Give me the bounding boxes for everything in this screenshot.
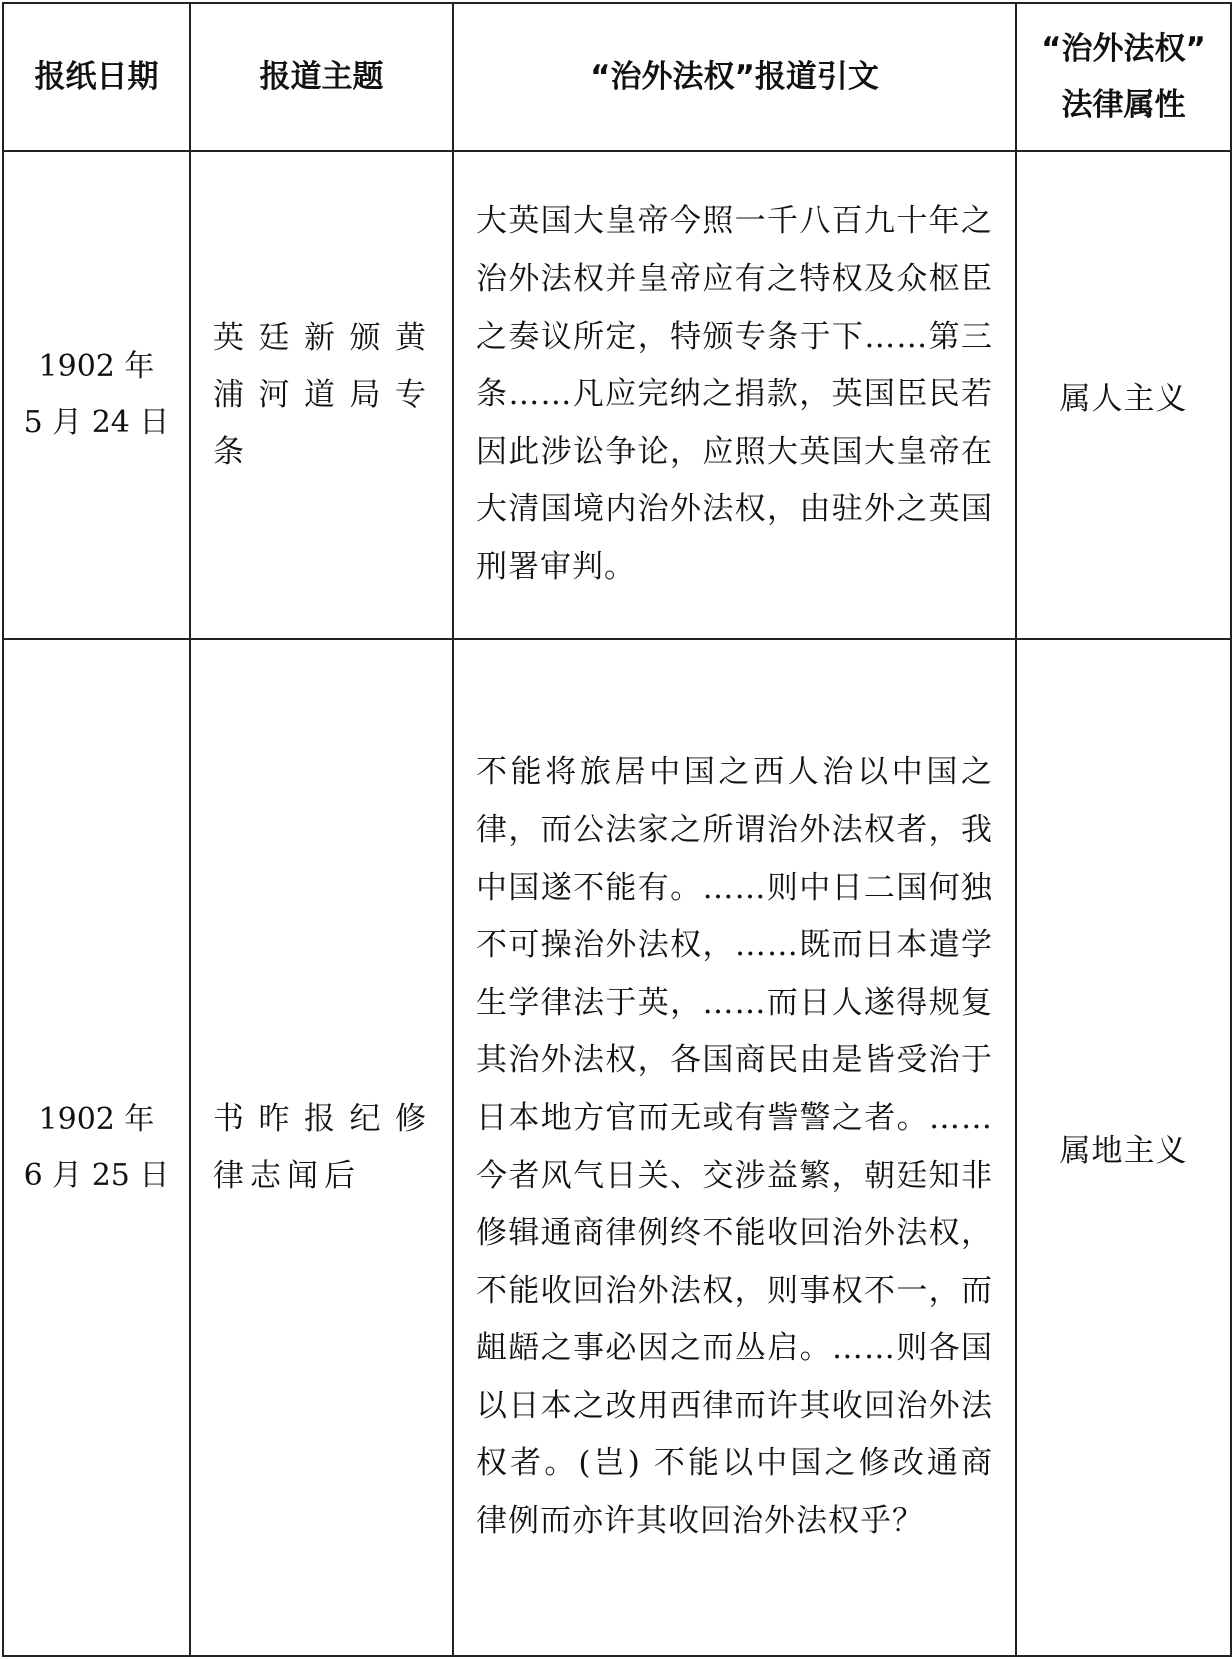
row-quote: 不能将旅居中国之西人治以中国之律，而公法家之所谓治外法权者，我中国遂不能有。……则中日二国何独不可操治外法权，……既而日本遣学生学律法于英，……而日人遂得规复其治外法权，各国商民由是皆受治于日本地方官而无或有訾警之者。……今者风气日关、交涉益繁，朝廷知非修辑通商律例终不能收回治外法权，不能收回治外法权，则事权不一，而龃龉之事必因之而丛启。……则各国以日本之改用西律而许其收回治外法权者。(岂) 不能以中国之修改通商律例而亦许其收回治外法权乎？ — [453, 639, 1016, 1656]
row-date-line1: 1902 年 — [38, 1101, 155, 1137]
header-attribute-line1: “治外法权” — [1041, 31, 1206, 67]
row-date-line2: 5 月 24 日 — [23, 405, 170, 440]
row-topic: 书昨报纪修律志闻后 — [190, 639, 453, 1656]
row-date — [3, 639, 190, 1656]
row-attribute: 属地主义 — [1016, 639, 1231, 1656]
row-attribute: 属人主义 — [1016, 151, 1231, 639]
header-attribute — [1016, 3, 1231, 151]
table-header-row — [3, 3, 1231, 151]
table-row — [3, 639, 1231, 1656]
row-date-line1: 1902 年 — [38, 349, 155, 384]
row-quote: 大英国大皇帝今照一千八百九十年之治外法权并皇帝应有之特权及众枢臣之奏议所定，特颁专条于下……第三条……凡应完纳之捐款，英国臣民若因此涉讼争论，应照大英国大皇帝在大清国境内治外法权，由驻外之英国刑署审判。 — [453, 151, 1016, 639]
header-quote: “治外法权”报道引文 — [453, 3, 1016, 151]
header-date: 报纸日期 — [3, 3, 190, 151]
extraterritoriality-table — [2, 2, 1232, 1657]
table-row — [3, 151, 1231, 639]
header-attribute-line2: 法律属性 — [1061, 87, 1186, 123]
row-date — [3, 151, 190, 639]
row-topic: 英廷新颁黄浦河道局专条 — [190, 151, 453, 639]
header-topic: 报道主题 — [190, 3, 453, 151]
row-date-line2: 6 月 25 日 — [23, 1157, 170, 1193]
